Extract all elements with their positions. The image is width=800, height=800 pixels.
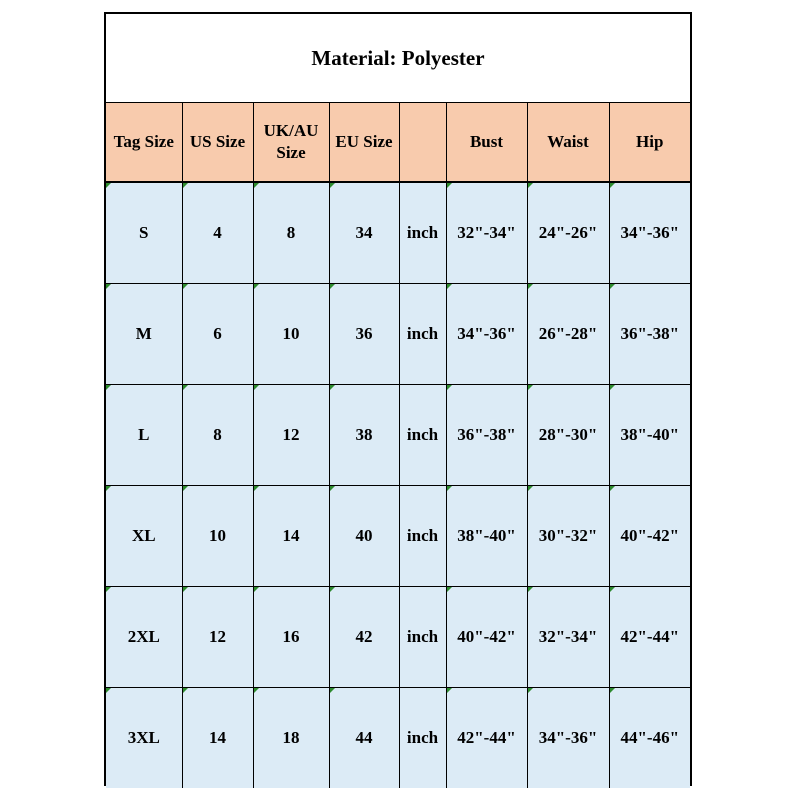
cell-bust: 36"-38" [446,385,527,486]
cell-waist: 24"-26" [527,182,609,284]
cell-bust: 34"-36" [446,284,527,385]
cell-waist: 28"-30" [527,385,609,486]
cell-us-size: 6 [182,284,253,385]
table-row [106,385,690,486]
cell-uk-au-size: 14 [253,486,329,587]
header-waist: Waist [527,103,609,183]
cell-tag-size: S [106,182,182,284]
cell-unit: inch [399,688,446,789]
cell-unit: inch [399,587,446,688]
cell-tag-size: XL [106,486,182,587]
cell-eu-size: 34 [329,182,399,284]
header-uk-au-size: UK/AU Size [253,103,329,183]
header-unit [399,103,446,183]
cell-waist: 30"-32" [527,486,609,587]
cell-unit: inch [399,486,446,587]
cell-hip: 44"-46" [609,688,690,789]
table-header-row [106,103,690,183]
cell-hip: 42"-44" [609,587,690,688]
table-row [106,182,690,284]
cell-hip: 40"-42" [609,486,690,587]
header-tag-size: Tag Size [106,103,182,183]
cell-hip: 38"-40" [609,385,690,486]
cell-us-size: 8 [182,385,253,486]
table-row [106,486,690,587]
size-chart [104,12,692,786]
cell-waist: 26"-28" [527,284,609,385]
cell-uk-au-size: 16 [253,587,329,688]
cell-uk-au-size: 8 [253,182,329,284]
cell-us-size: 12 [182,587,253,688]
table-row [106,587,690,688]
cell-tag-size: 3XL [106,688,182,789]
header-bust: Bust [446,103,527,183]
cell-eu-size: 40 [329,486,399,587]
header-eu-size: EU Size [329,103,399,183]
header-hip: Hip [609,103,690,183]
cell-us-size: 14 [182,688,253,789]
cell-hip: 36"-38" [609,284,690,385]
cell-waist: 32"-34" [527,587,609,688]
cell-eu-size: 38 [329,385,399,486]
table-row [106,284,690,385]
size-chart-title: Material: Polyester [106,14,690,102]
cell-us-size: 4 [182,182,253,284]
cell-tag-size: 2XL [106,587,182,688]
size-table [106,102,690,788]
cell-eu-size: 42 [329,587,399,688]
cell-hip: 34"-36" [609,182,690,284]
cell-us-size: 10 [182,486,253,587]
header-us-size: US Size [182,103,253,183]
cell-bust: 40"-42" [446,587,527,688]
cell-bust: 38"-40" [446,486,527,587]
cell-uk-au-size: 12 [253,385,329,486]
cell-bust: 42"-44" [446,688,527,789]
cell-uk-au-size: 10 [253,284,329,385]
cell-uk-au-size: 18 [253,688,329,789]
cell-unit: inch [399,182,446,284]
cell-eu-size: 44 [329,688,399,789]
cell-unit: inch [399,385,446,486]
cell-unit: inch [399,284,446,385]
cell-eu-size: 36 [329,284,399,385]
cell-tag-size: L [106,385,182,486]
cell-tag-size: M [106,284,182,385]
cell-waist: 34"-36" [527,688,609,789]
table-row [106,688,690,789]
cell-bust: 32"-34" [446,182,527,284]
